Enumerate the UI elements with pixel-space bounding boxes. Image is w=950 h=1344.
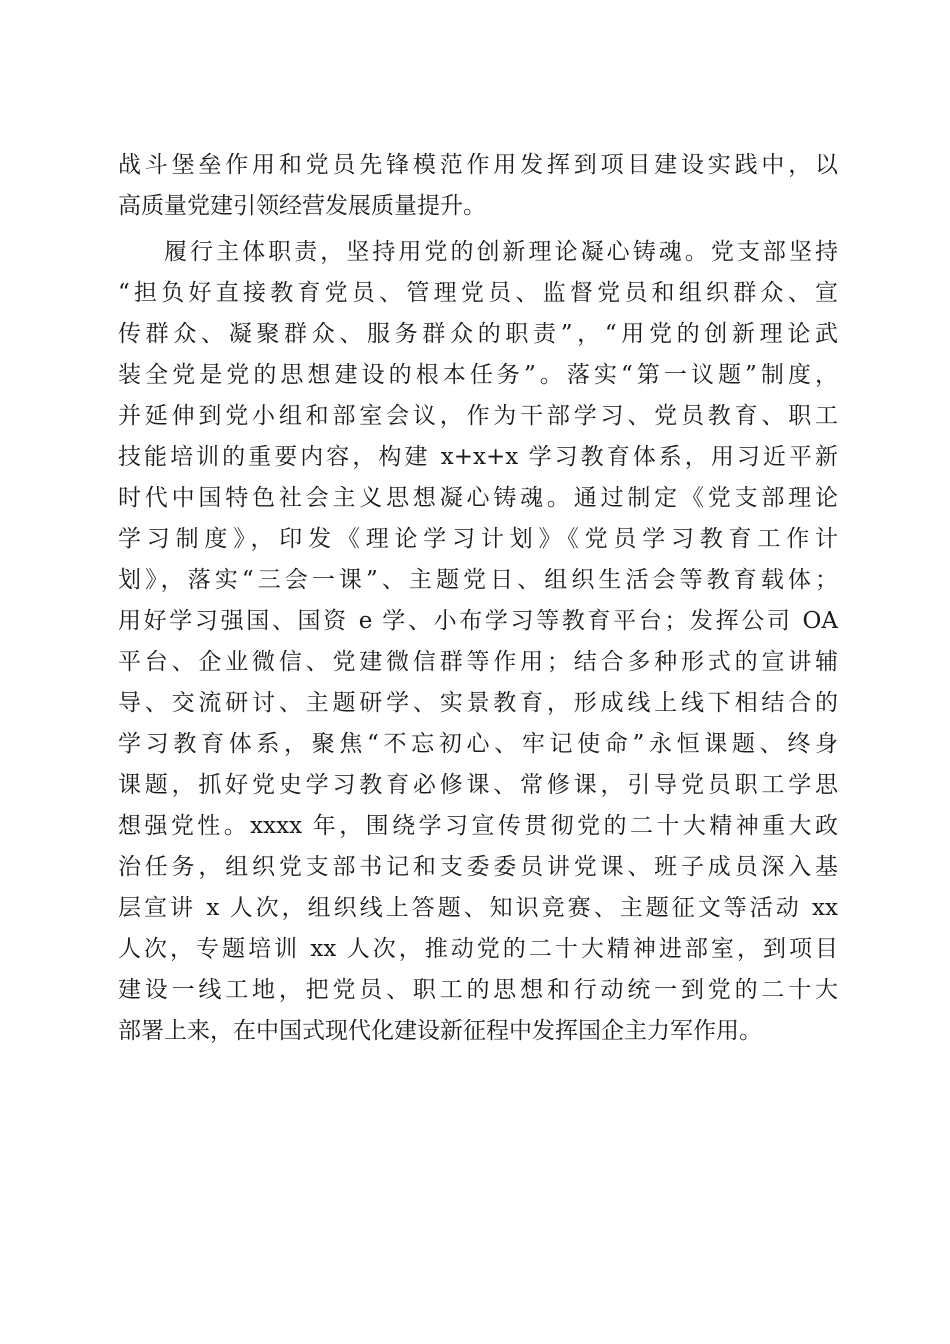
text-line: 想强党性。xxxx 年，围绕学习宣传贯彻党的二十大精神重大政 — [118, 813, 838, 839]
text-line: 用好学习强国、国资 e 学、小布学习等教育平台；发挥公司 OA — [118, 608, 838, 634]
text-line: 人次，专题培训 xx 人次，推动党的二十大精神进部室，到项目 — [118, 936, 838, 962]
text-line: 治任务，组织党支部书记和支委委员讲党课、班子成员深入基 — [118, 854, 838, 880]
text-line: 建设一线工地，把党员、职工的思想和行动统一到党的二十大 — [118, 977, 838, 1003]
text-line: 传群众、凝聚群众、服务群众的职责”，“用党的创新理论武 — [118, 321, 838, 347]
text-line: 平台、企业微信、党建微信群等作用；结合多种形式的宣讲辅 — [118, 649, 838, 675]
text-line: 战斗堡垒作用和党员先锋模范作用发挥到项目建设实践中，以 — [118, 152, 838, 178]
text-line: 学习制度》，印发《理论学习计划》《党员学习教育工作计 — [118, 526, 838, 552]
text-line: 课题，抓好党史学习教育必修课、常修课，引导党员职工学思 — [118, 772, 838, 798]
text-line: 并延伸到党小组和部室会议，作为干部学习、党员教育、职工 — [118, 403, 838, 429]
text-line: 技能培训的重要内容，构建 x+x+x 学习教育体系，用习近平新 — [118, 444, 838, 470]
text-line: “担负好直接教育党员、管理党员、监督党员和组织群众、宣 — [118, 280, 838, 306]
text-line: 层宣讲 x 人次，组织线上答题、知识竞赛、主题征文等活动 xx — [118, 895, 838, 921]
paragraph-continuation — [118, 145, 838, 227]
text-line: 学习教育体系，聚焦“不忘初心、牢记使命”永恒课题、终身 — [118, 731, 838, 757]
text-line: 导、交流研讨、主题研学、实景教育，形成线上线下相结合的 — [118, 690, 838, 716]
text-line: 履行主体职责，坚持用党的创新理论凝心铸魂。党支部坚持 — [164, 239, 838, 265]
text-line: 时代中国特色社会主义思想凝心铸魂。通过制定《党支部理论 — [118, 485, 838, 511]
paragraph-main — [118, 232, 838, 1052]
text-line: 部署上来，在中国式现代化建设新征程中发挥国企主力军作用。 — [118, 1018, 762, 1044]
text-line: 划》，落实“三会一课”、主题党日、组织生活会等教育载体； — [118, 567, 838, 593]
text-line: 装全党是党的思想建设的根本任务”。落实“第一议题”制度， — [118, 362, 838, 388]
text-line: 高质量党建引领经营发展质量提升。 — [118, 193, 486, 219]
